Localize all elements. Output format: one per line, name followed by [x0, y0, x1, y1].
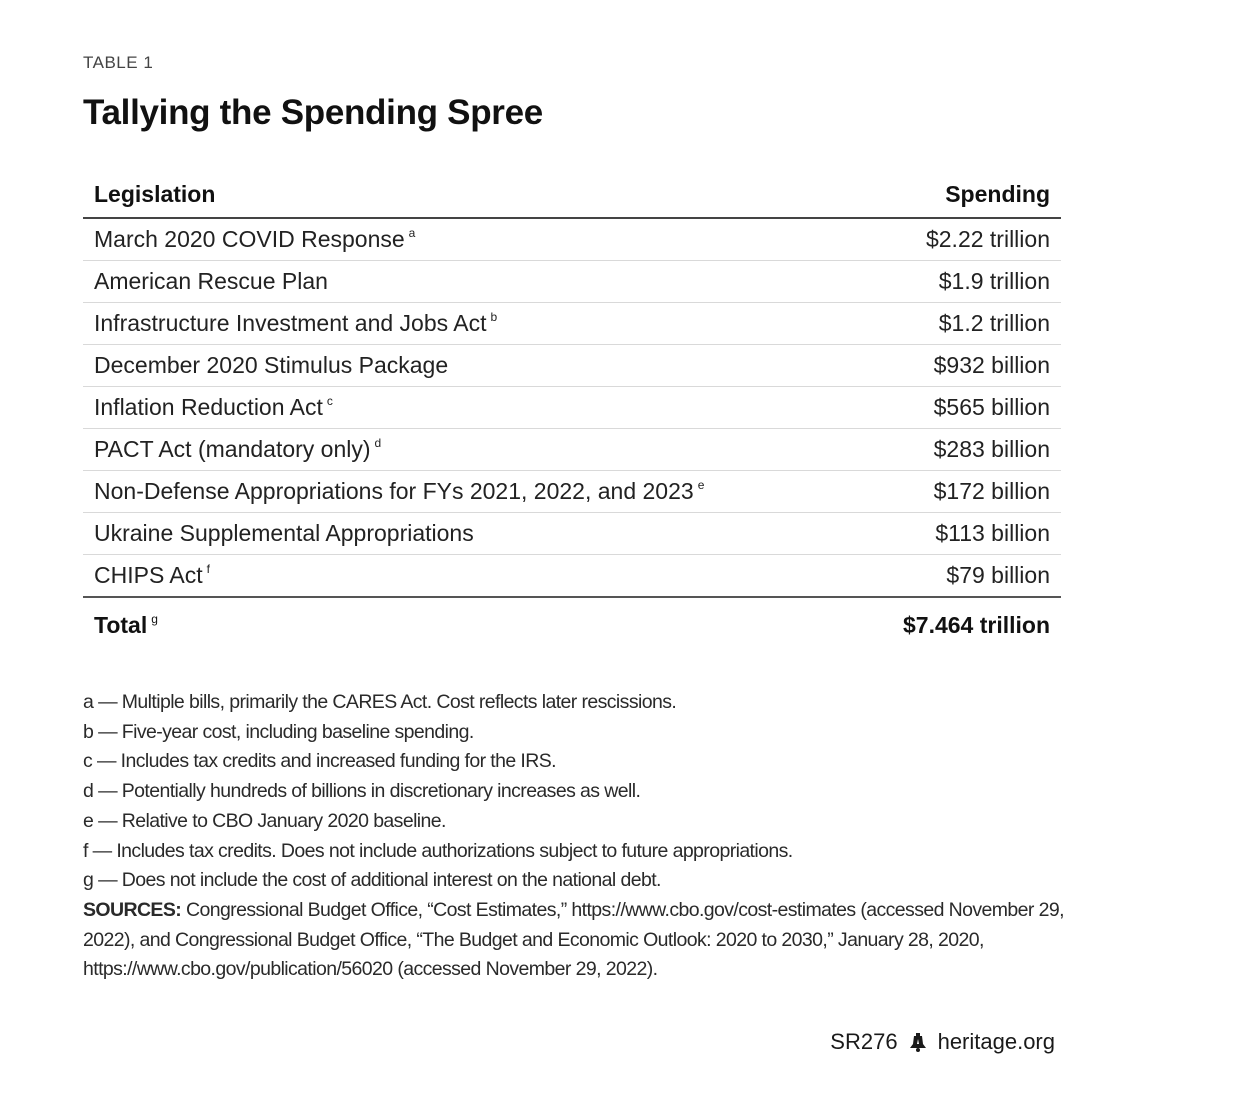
legislation-cell [83, 218, 855, 261]
legislation-name: Infrastructure Investment and Jobs Act [94, 310, 487, 336]
table-row [83, 513, 1061, 555]
sources [83, 896, 1068, 985]
spending-cell: $565 billion [855, 387, 1061, 429]
legislation-header: Legislation [83, 171, 855, 218]
table-header-row [83, 171, 1061, 218]
legislation-cell [83, 513, 855, 555]
total-label-cell [83, 597, 855, 652]
footer [830, 1029, 1055, 1055]
table-title: Tallying the Spending Spree [83, 93, 543, 132]
total-row [83, 597, 1061, 652]
spending-cell: $1.9 trillion [855, 261, 1061, 303]
legislation-name: PACT Act (mandatory only) [94, 436, 371, 462]
table-row [83, 387, 1061, 429]
table-row [83, 303, 1061, 345]
legislation-cell [83, 429, 855, 471]
legislation-name: Non-Defense Appropriations for FYs 2021, 2022, and 2023 [94, 478, 694, 504]
spending-cell: $283 billion [855, 429, 1061, 471]
footnote: a — Multiple bills, primarily the CARES Act. Cost reflects later rescissions. [83, 691, 677, 713]
report-code: SR276 [830, 1029, 898, 1054]
spending-cell: $1.2 trillion [855, 303, 1061, 345]
footnote-marker: d [374, 436, 382, 450]
legislation-cell [83, 471, 855, 513]
footnote-marker: c [326, 394, 333, 408]
spending-cell: $113 billion [855, 513, 1061, 555]
table-row [83, 261, 1061, 303]
legislation-cell [83, 261, 855, 303]
footnotes [83, 688, 1068, 985]
table-row [83, 471, 1061, 513]
spending-cell: $172 billion [855, 471, 1061, 513]
table-row [83, 429, 1061, 471]
table-row [83, 555, 1061, 598]
footnote-marker: a [408, 226, 416, 240]
footnote-marker: f [206, 562, 210, 576]
sources-text: Congressional Budget Office, “Cost Estimates,” https://www.cbo.gov/cost-estimates (accessed November 29, 2022), and Congressional Budget Office, “The Budget and Economic Outlook: 2020 to 2030,” January 28, 2020, https://www.cbo.gov/publication/56020 (accessed November 29, 2022). [83, 898, 1064, 981]
legislation-cell [83, 303, 855, 345]
legislation-name: December 2020 Stimulus Package [94, 352, 449, 378]
legislation-cell [83, 555, 855, 598]
footnote: e — Relative to CBO January 2020 baseline. [83, 809, 446, 832]
legislation-name: CHIPS Act [94, 562, 203, 588]
legislation-name: Inflation Reduction Act [94, 394, 323, 420]
legislation-name: Ukraine Supplemental Appropriations [94, 520, 474, 546]
total-value: $7.464 trillion [902, 611, 1050, 638]
footnote: b — Five-year cost, including baseline spending. [83, 720, 474, 743]
liberty-bell-icon [908, 1032, 928, 1052]
table-row [83, 218, 1061, 261]
spending-cell: $2.22 trillion [855, 218, 1061, 261]
footnote: g — Does not include the cost of additional interest on the national debt. [83, 869, 661, 892]
legislation-name: March 2020 COVID Response [94, 226, 405, 252]
footnote: f — Includes tax credits. Does not include authorizations subject to future appropriations. [83, 839, 793, 862]
footnote: d — Potentially hundreds of billions in discretionary increases as well. [83, 780, 641, 803]
legislation-cell [83, 345, 855, 387]
footnote: c — Includes tax credits and increased funding for the IRS. [83, 750, 556, 773]
table-label: TABLE 1 [83, 53, 154, 72]
footnote-marker: b [490, 310, 498, 324]
footnote-marker: e [697, 478, 705, 492]
spending-cell: $79 billion [855, 555, 1061, 598]
spending-table [83, 171, 1061, 652]
spending-cell: $932 billion [855, 345, 1061, 387]
total-label: Total [94, 611, 148, 638]
spending-header: Spending [855, 171, 1061, 218]
legislation-cell [83, 387, 855, 429]
sources-label: SOURCES: [83, 898, 182, 921]
legislation-name: American Rescue Plan [94, 268, 328, 294]
footnote-marker: g [151, 611, 158, 626]
table-row [83, 345, 1061, 387]
site-name: heritage.org [937, 1029, 1055, 1054]
